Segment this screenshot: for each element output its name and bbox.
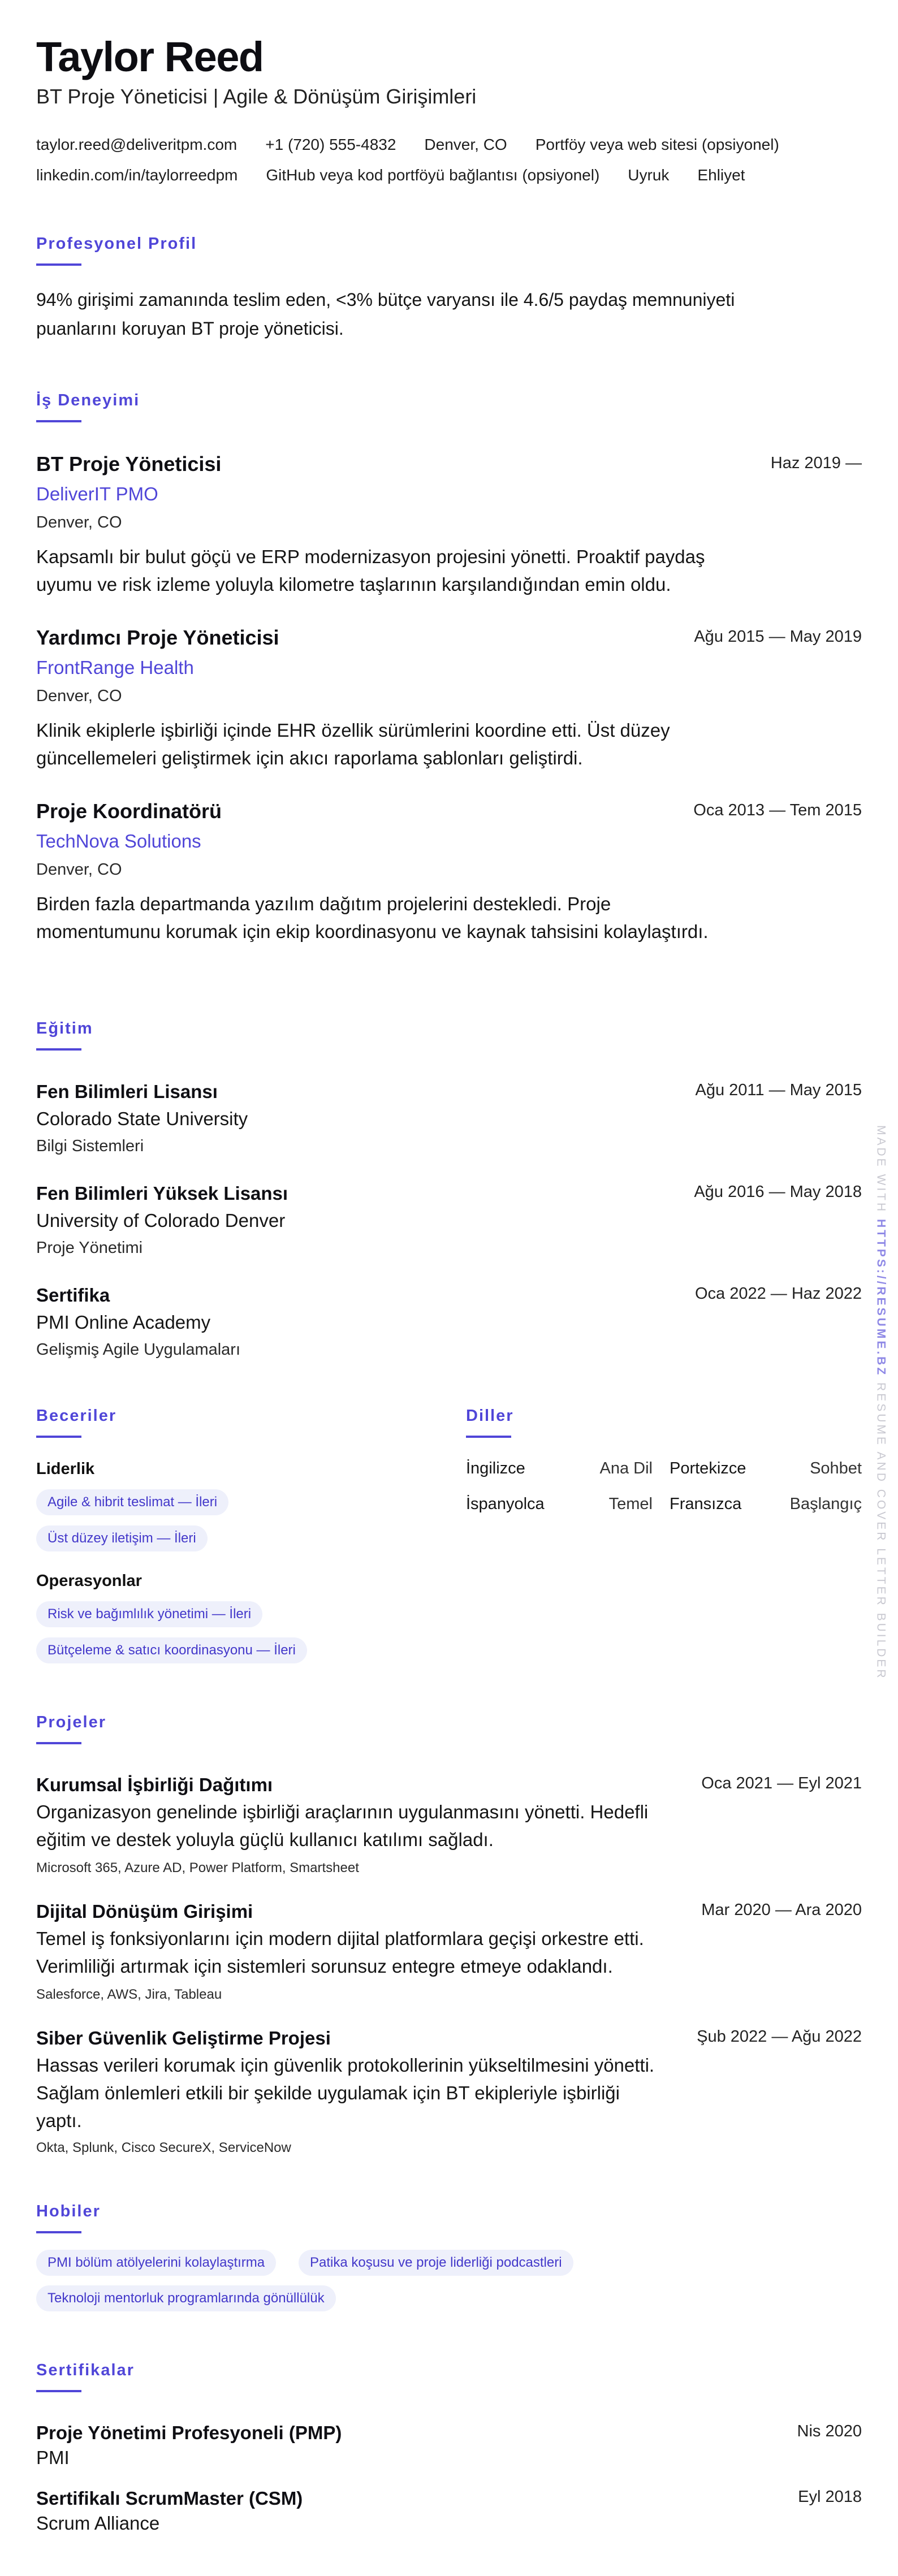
certification-date: Nis 2020 bbox=[797, 2422, 862, 2440]
edu-field: Bilgi Sistemleri bbox=[36, 1137, 144, 1155]
edu-degree: Fen Bilimleri Lisansı bbox=[36, 1081, 218, 1102]
hobbies-section-title: Hobiler bbox=[36, 2202, 101, 2220]
language-name: Portekizce bbox=[670, 1459, 746, 1477]
job-location: Denver, CO bbox=[36, 861, 122, 879]
job-role: Yardımcı Proje Yöneticisi bbox=[36, 626, 279, 649]
project-dates: Mar 2020 — Ara 2020 bbox=[701, 1901, 862, 1919]
language-item bbox=[466, 1495, 653, 1514]
certifications-section-rule bbox=[36, 2390, 81, 2392]
profile-section-title: Profesyonel Profil bbox=[36, 235, 197, 253]
language-level: Sohbet bbox=[810, 1459, 862, 1477]
skills-section-rule bbox=[36, 1436, 81, 1438]
certifications-section-title: Sertifikalar bbox=[36, 2361, 135, 2379]
certification-name: Sertifikalı ScrumMaster (CSM) bbox=[36, 2488, 303, 2509]
experience-section-title: İş Deneyimi bbox=[36, 391, 140, 409]
job-company[interactable]: TechNova Solutions bbox=[36, 831, 201, 852]
project-description: Hassas verileri korumak için güvenlik protokollerinin yükseltilmesini yönetti. Sağlam önlemleri etkili bir şekilde uygulamak için BT ekipleriyle işbirliği yaptı. bbox=[36, 2055, 655, 2131]
job-company[interactable]: DeliverIT PMO bbox=[36, 483, 158, 504]
contact-row-1 bbox=[36, 136, 779, 154]
edu-school: PMI Online Academy bbox=[36, 1312, 211, 1333]
edu-school: University of Colorado Denver bbox=[36, 1210, 286, 1231]
job-company[interactable]: FrontRange Health bbox=[36, 657, 194, 678]
contact-license: Ehliyet bbox=[697, 166, 745, 184]
edu-dates: Ağu 2016 — May 2018 bbox=[694, 1183, 862, 1201]
experience-section-rule bbox=[36, 420, 81, 422]
language-level: Temel bbox=[608, 1495, 653, 1513]
contact-linkedin[interactable]: linkedin.com/in/taylorreedpm bbox=[36, 166, 238, 184]
projects-section-rule bbox=[36, 1742, 81, 1744]
job-location: Denver, CO bbox=[36, 687, 122, 705]
hobby-chip: Patika koşusu ve proje liderliği podcastleri bbox=[299, 2250, 573, 2276]
language-name: İngilizce bbox=[466, 1459, 525, 1477]
language-level: Başlangıç bbox=[789, 1495, 862, 1513]
contact-nationality: Uyruk bbox=[628, 166, 670, 184]
education-section-title: Eğitim bbox=[36, 1019, 93, 1038]
candidate-headline: BT Proje Yöneticisi | Agile & Dönüşüm Girişimleri bbox=[36, 85, 477, 108]
job-location: Denver, CO bbox=[36, 513, 122, 531]
edu-dates: Oca 2022 — Haz 2022 bbox=[694, 1285, 862, 1303]
profile-summary: 94% girişimi zamanında teslim eden, <3% bütçe varyansı ile 4.6/5 paydaş memnuniyeti puanlarını koruyan BT proje yöneticisi. bbox=[36, 289, 735, 339]
contact-location: Denver, CO bbox=[424, 136, 507, 153]
skill-chip: Bütçeleme & satıcı koordinasyonu — İleri bbox=[36, 1637, 307, 1663]
language-name: Fransızca bbox=[670, 1495, 742, 1513]
job-dates: Haz 2019 — bbox=[770, 454, 862, 472]
contact-website[interactable]: Portföy veya web sitesi (opsiyonel) bbox=[535, 136, 779, 153]
contact-email[interactable]: taylor.reed@deliveritpm.com bbox=[36, 136, 238, 153]
job-description: Kapsamlı bir bulut göçü ve ERP modernizasyon projesini yönetti. Proaktif paydaş uyumu ve risk izleme yoluyla kilometre taşlarının karşılandığından emin oldu. bbox=[36, 546, 705, 595]
builder-credit-link[interactable]: HTTPS://RESUME.BZ bbox=[875, 1219, 888, 1377]
project-description: Temel iş fonksiyonlarını için modern dijital platformlara geçişi orkestre etti. Verimliliği artırmak için sistemleri sorunsuz entegre etmeye odaklandı. bbox=[36, 1928, 644, 1977]
job-description: Klinik ekiplerle işbirliği içinde EHR özellik sürümlerini koordine etti. Üst düzey güncellemeleri geliştirmek için akıcı raporlama şablonları geliştirdi. bbox=[36, 720, 670, 768]
job-dates: Oca 2013 — Tem 2015 bbox=[693, 801, 862, 819]
certification-issuer: Scrum Alliance bbox=[36, 2513, 160, 2534]
skill-chip: Üst düzey iletişim — İleri bbox=[36, 1525, 208, 1551]
contact-github[interactable]: GitHub veya kod portföyü bağlantısı (opsiyonel) bbox=[266, 166, 600, 184]
language-item bbox=[670, 1495, 862, 1514]
builder-credit bbox=[874, 1125, 888, 1680]
edu-dates: Ağu 2011 — May 2015 bbox=[695, 1081, 862, 1099]
language-name: İspanyolca bbox=[466, 1495, 545, 1513]
job-role: Proje Koordinatörü bbox=[36, 799, 222, 823]
languages-section-title: Diller bbox=[466, 1407, 514, 1425]
hobbies-section-rule bbox=[36, 2231, 81, 2233]
builder-credit-suffix: RESUME AND COVER LETTER BUILDER bbox=[875, 1382, 888, 1680]
project-tech: Microsoft 365, Azure AD, Power Platform, Smartsheet bbox=[36, 1860, 359, 1875]
languages-section-rule bbox=[466, 1436, 511, 1438]
project-description: Organizasyon genelinde işbirliği araçlarının uygulanmasını yönetti. Hedefli eğitim ve destek yoluyla güçlü kullanıcı katılımı sağladı. bbox=[36, 1801, 649, 1850]
builder-credit-prefix: MADE WITH bbox=[875, 1125, 888, 1214]
hobby-chip: PMI bölüm atölyelerini kolaylaştırma bbox=[36, 2250, 276, 2276]
contact-phone[interactable]: +1 (720) 555-4832 bbox=[265, 136, 396, 153]
skills-section-title: Beceriler bbox=[36, 1407, 117, 1425]
profile-section-rule bbox=[36, 263, 81, 266]
project-name: Kurumsal İşbirliği Dağıtımı bbox=[36, 1774, 273, 1795]
certification-issuer: PMI bbox=[36, 2447, 70, 2468]
edu-degree: Fen Bilimleri Yüksek Lisansı bbox=[36, 1183, 288, 1204]
project-name: Siber Güvenlik Geliştirme Projesi bbox=[36, 2028, 331, 2048]
skill-chip: Agile & hibrit teslimat — İleri bbox=[36, 1489, 228, 1515]
candidate-name: Taylor Reed bbox=[36, 33, 264, 80]
language-item bbox=[466, 1459, 653, 1478]
project-dates: Oca 2021 — Eyl 2021 bbox=[701, 1774, 862, 1792]
language-item bbox=[670, 1459, 862, 1478]
project-dates: Şub 2022 — Ağu 2022 bbox=[697, 2028, 862, 2046]
certification-date: Eyl 2018 bbox=[798, 2488, 862, 2506]
education-section-rule bbox=[36, 1048, 81, 1051]
projects-section-title: Projeler bbox=[36, 1713, 106, 1731]
edu-field: Gelişmiş Agile Uygulamaları bbox=[36, 1341, 241, 1359]
project-tech: Okta, Splunk, Cisco SecureX, ServiceNow bbox=[36, 2140, 291, 2155]
project-name: Dijital Dönüşüm Girişimi bbox=[36, 1901, 253, 1922]
certification-name: Proje Yönetimi Profesyoneli (PMP) bbox=[36, 2422, 342, 2443]
edu-field: Proje Yönetimi bbox=[36, 1239, 143, 1257]
edu-school: Colorado State University bbox=[36, 1108, 248, 1129]
contact-row-2 bbox=[36, 166, 745, 184]
edu-degree: Sertifika bbox=[36, 1285, 110, 1306]
skill-group-name: Liderlik bbox=[36, 1460, 95, 1478]
job-role: BT Proje Yöneticisi bbox=[36, 452, 222, 476]
project-tech: Salesforce, AWS, Jira, Tableau bbox=[36, 1987, 222, 2002]
job-description: Birden fazla departmanda yazılım dağıtım projelerini destekledi. Proje momentumunu korumak için ekip koordinasyonu ve kaynak tahsisini kolaylaştırdı. bbox=[36, 893, 709, 942]
skill-chip: Risk ve bağımlılık yönetimi — İleri bbox=[36, 1601, 262, 1627]
skill-group-name: Operasyonlar bbox=[36, 1572, 142, 1590]
job-dates: Ağu 2015 — May 2019 bbox=[694, 628, 862, 646]
hobby-chip: Teknoloji mentorluk programlarında gönüllülük bbox=[36, 2285, 336, 2311]
language-level: Ana Dil bbox=[599, 1459, 653, 1477]
